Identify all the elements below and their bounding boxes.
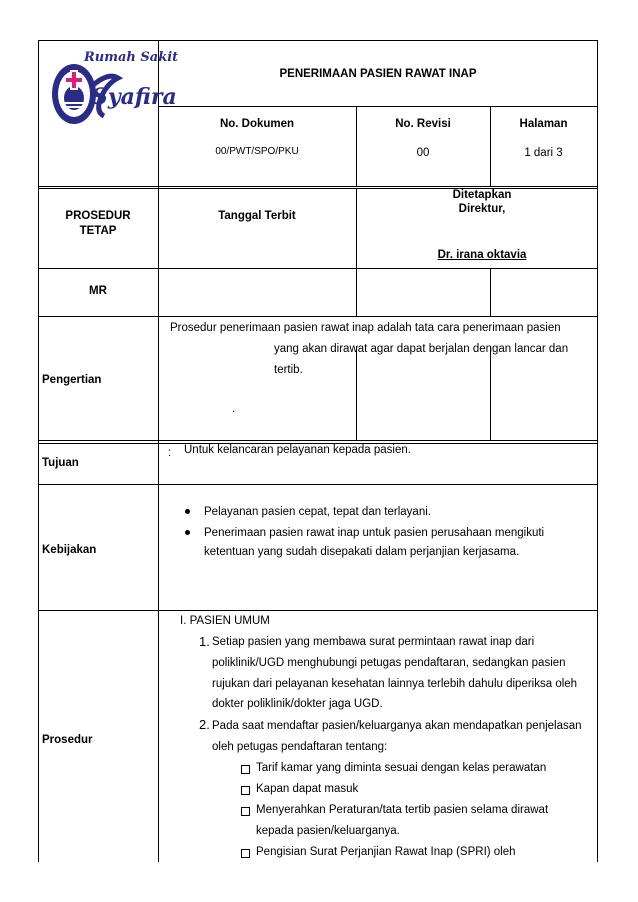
bullet-icon xyxy=(185,509,190,514)
checkbox-bullet-icon xyxy=(241,786,250,795)
sub-item-line2: kepada pasien/keluarganya. xyxy=(256,825,400,837)
checkbox-bullet-icon xyxy=(241,765,250,774)
document-title: PENERIMAAN PASIEN RAWAT INAP xyxy=(279,68,477,80)
step1-line: rujukan dari pelayanan kesehatan lainnya terlebih dahulu diperiksa oleh xyxy=(212,678,578,690)
table-border-right xyxy=(597,40,598,862)
divider xyxy=(38,440,598,441)
kebijakan-item: Penerimaan pasien rawat inap untuk pasien perusahaan mengikuti xyxy=(204,527,545,539)
tujuan-text: Untuk kelancaran pelayanan kepada pasien. xyxy=(184,444,411,456)
divider xyxy=(38,186,598,187)
divider xyxy=(356,346,357,440)
divider xyxy=(38,268,598,269)
pengertian-label: Pengertian xyxy=(42,374,102,386)
checkbox-bullet-icon xyxy=(241,807,250,816)
pengertian-dot: . xyxy=(232,403,236,415)
sub-item: Menyerahkan Peraturan/tata tertib pasien selama dirawat xyxy=(256,804,549,816)
halaman-value: 1 dari 3 xyxy=(524,147,563,159)
hospital-logo xyxy=(48,48,179,136)
kebijakan-label: Kebijakan xyxy=(42,544,97,556)
table-border-top xyxy=(38,40,598,41)
step-number: 1. xyxy=(199,634,210,649)
no-dokumen-value: 00/PWT/SPO/PKU xyxy=(215,146,299,157)
divider xyxy=(490,346,491,440)
mr-label: MR xyxy=(89,285,107,297)
checkbox-bullet-icon xyxy=(241,849,250,858)
kebijakan-item: Pelayanan pasien cepat, tepat dan terlayani. xyxy=(204,506,431,518)
step-number: 2. xyxy=(199,717,210,732)
divider xyxy=(38,484,598,485)
divider xyxy=(490,268,491,316)
step1-line: poliklinik/UGD menghubungi petugas pendaftaran, sedangkan pasien xyxy=(212,657,566,669)
no-dokumen-label: No. Dokumen xyxy=(219,118,295,130)
bullet-icon xyxy=(185,530,190,535)
divider xyxy=(38,610,598,611)
protap-label-line1: PROSEDUR xyxy=(65,210,131,222)
logo-line1: Rumah Sakit xyxy=(84,50,179,65)
prosedur-section: I. PASIEN UMUM xyxy=(180,615,270,627)
prosedur-label: Prosedur xyxy=(42,734,93,746)
pengertian-line1: Prosedur penerimaan pasien rawat inap adalah tata cara penerimaan pasien xyxy=(170,322,561,334)
direktur-label: Direktur, xyxy=(458,203,506,215)
sub-item: Kapan dapat masuk xyxy=(256,783,359,795)
tanggal-terbit-label: Tanggal Terbit xyxy=(218,210,296,222)
pengertian-line3: tertib. xyxy=(274,364,303,376)
divider xyxy=(356,188,357,268)
protap-label-line2: TETAP xyxy=(79,225,117,237)
divider xyxy=(356,268,357,316)
pengertian-line2: yang akan dirawat agar dapat berjalan dengan lancar dan xyxy=(274,343,569,355)
table-border-left xyxy=(38,40,39,862)
divider xyxy=(158,40,159,862)
ditetapkan-label: Ditetapkan xyxy=(452,189,512,201)
signatory-name: Dr. irana oktavia xyxy=(437,249,527,261)
step2-line: oleh petugas pendaftaran tentang: xyxy=(212,741,388,753)
no-revisi-label: No. Revisi xyxy=(395,118,451,130)
tujuan-label: Tujuan xyxy=(42,457,79,469)
step2-line: Pada saat mendaftar pasien/keluarganya akan mendapatkan penjelasan xyxy=(212,720,582,732)
divider xyxy=(158,106,598,107)
no-revisi-value: 00 xyxy=(416,147,430,159)
kebijakan-item-line2: ketentuan yang sudah disepakati dalam perjanjian kerjasama. xyxy=(204,546,520,558)
step1-line: dokter poliklinik/dokter jaga UGD. xyxy=(212,698,383,710)
sub-item: Pengisian Surat Perjanjian Rawat Inap (SPRI) oleh xyxy=(256,846,516,858)
step1-line: Setiap pasien yang membawa surat permintaan rawat inap dari xyxy=(212,636,535,648)
logo-line2: Syafira xyxy=(92,84,177,110)
halaman-label: Halaman xyxy=(519,118,568,130)
divider xyxy=(38,316,598,317)
tujuan-colon: : xyxy=(168,447,172,459)
sub-item: Tarif kamar yang diminta sesuai dengan kelas perawatan xyxy=(256,762,547,774)
